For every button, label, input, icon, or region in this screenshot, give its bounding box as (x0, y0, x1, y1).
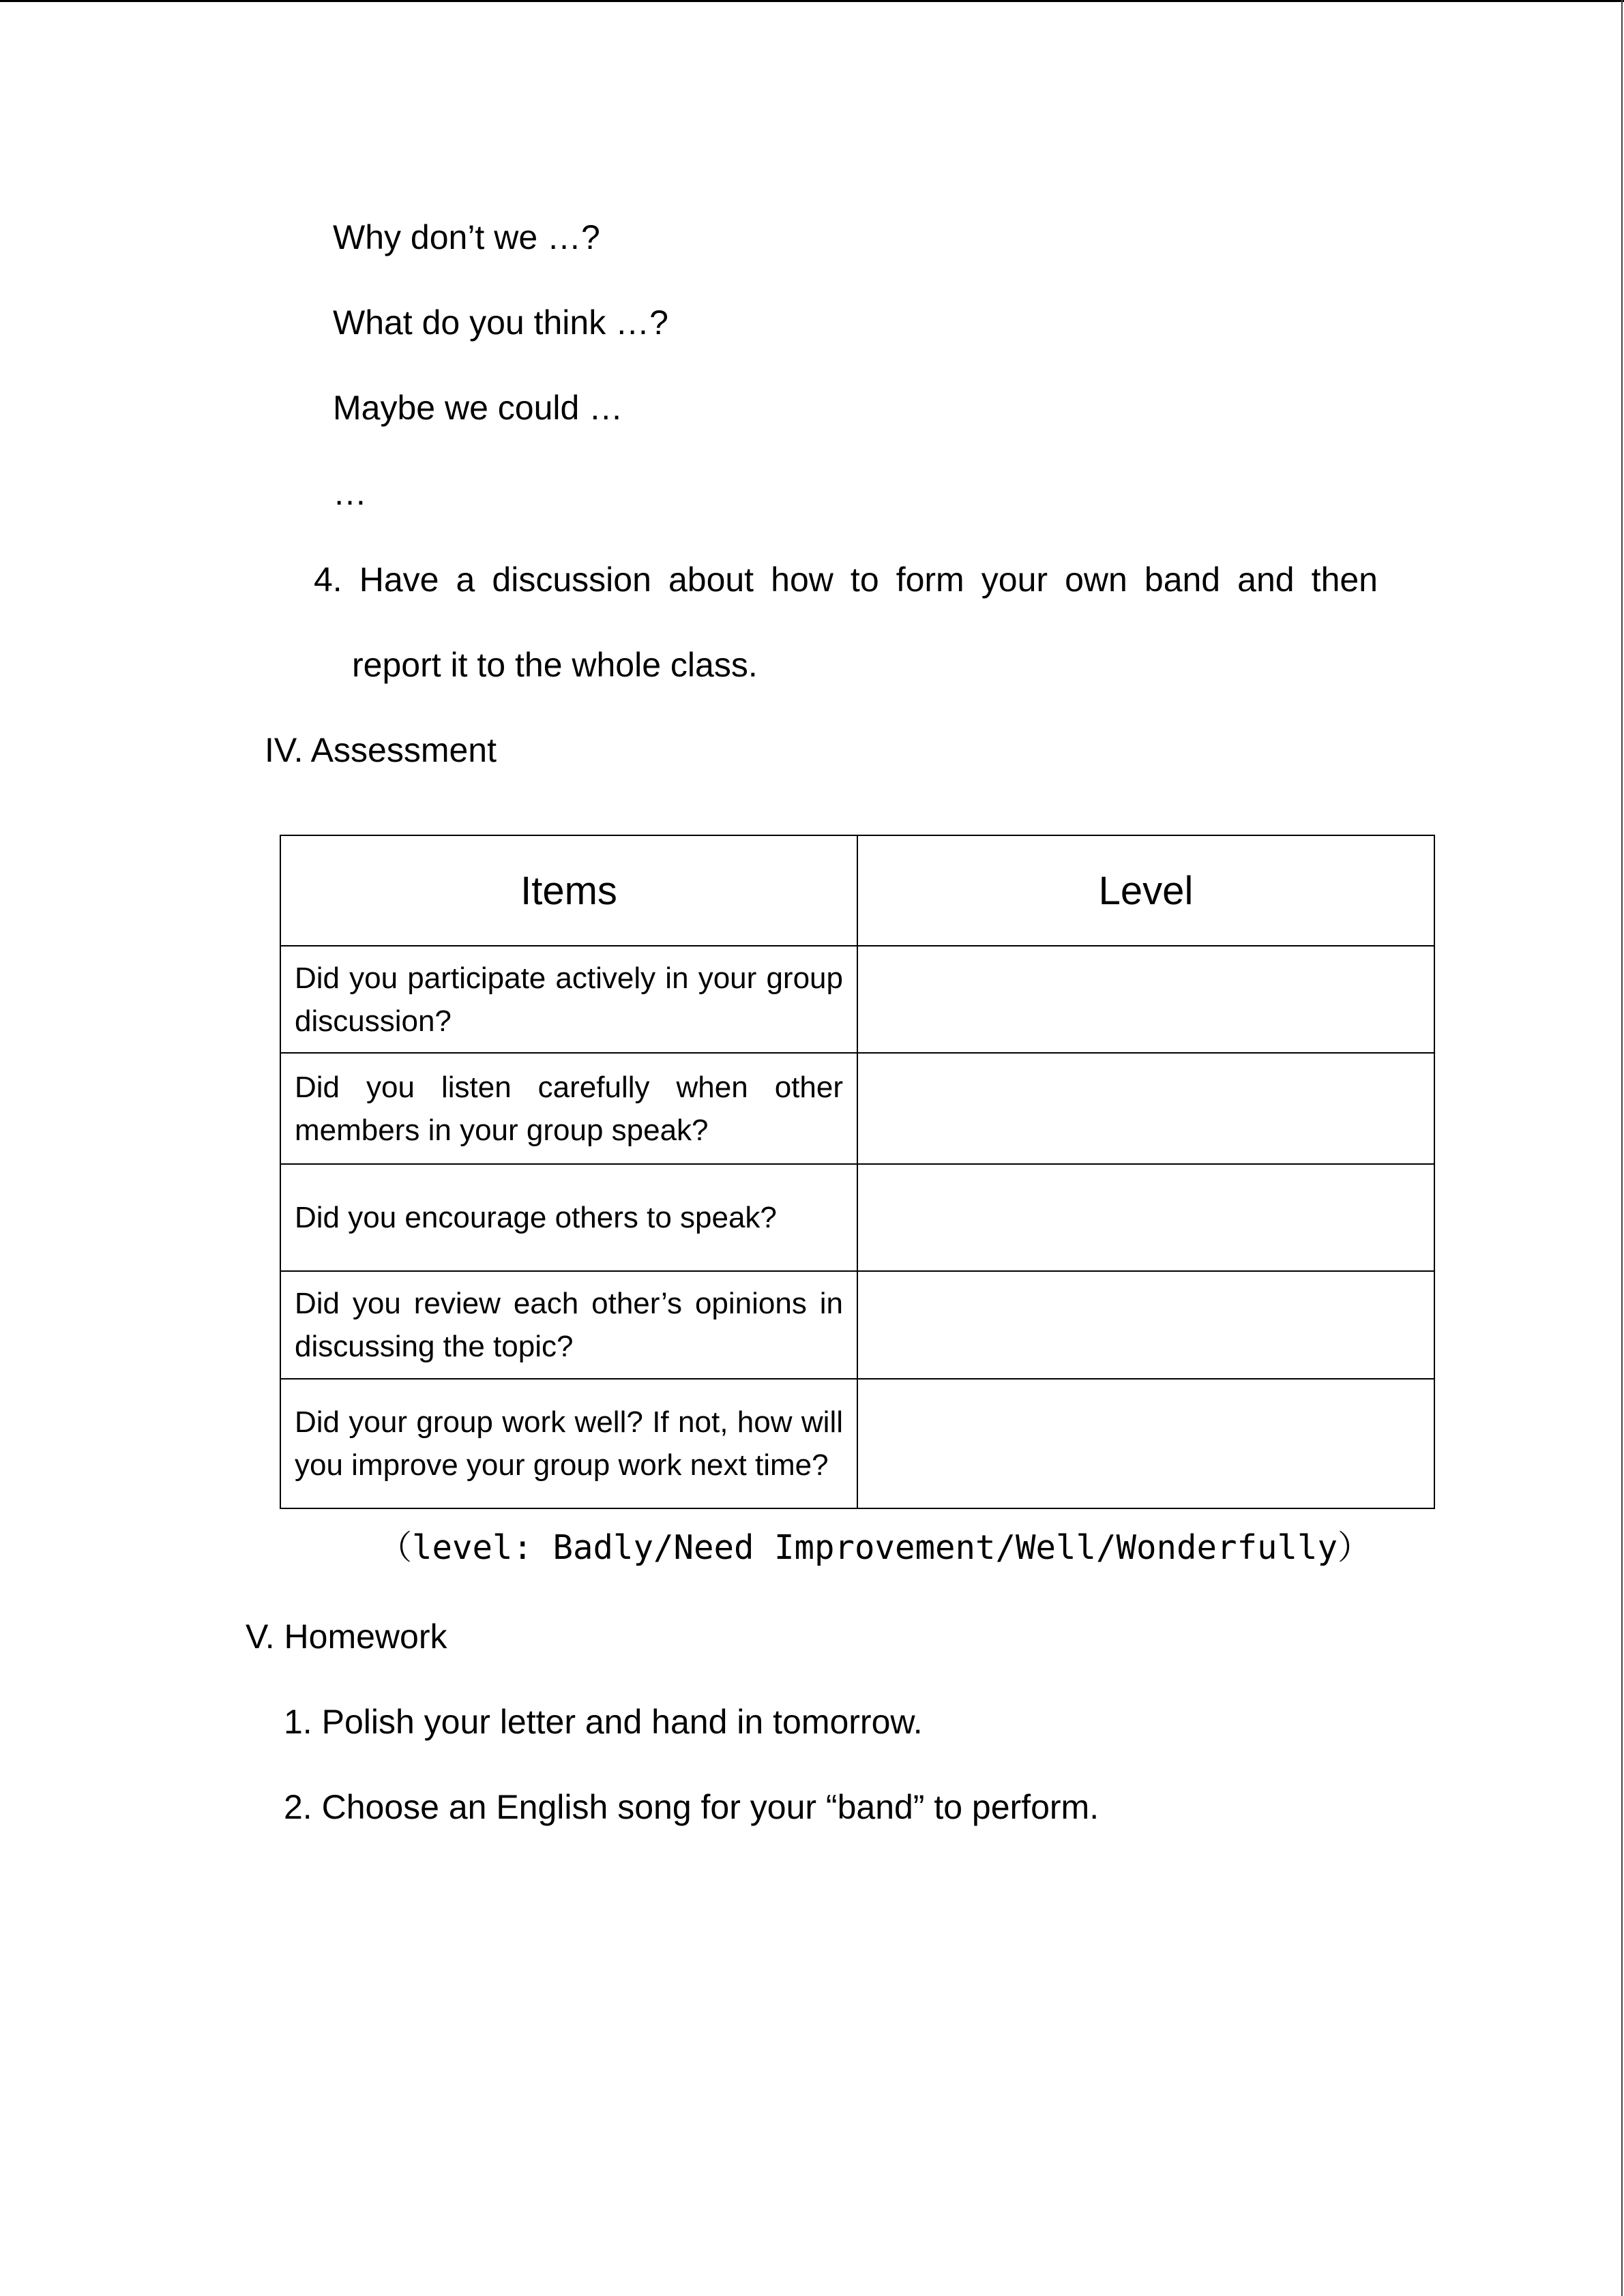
level-cell (857, 946, 1434, 1053)
item-cell: Did you review each other’s opinions in discussing the topic? (280, 1271, 857, 1379)
item-cell: Did you encourage others to speak? (280, 1164, 857, 1271)
table-row (280, 1271, 1434, 1379)
item-cell: Did you participate actively in your group discussion? (280, 946, 857, 1053)
task-4-line-1: 4. Have a discussion about how to form your own band and then (314, 561, 1378, 599)
homework-item: 1. Polish your letter and hand in tomorrow. (284, 1703, 923, 1741)
table-header-row (280, 835, 1434, 946)
phrase-what-do-you-think: What do you think …? (333, 303, 668, 342)
table-row (280, 1379, 1434, 1508)
column-header-level: Level (857, 835, 1434, 946)
table-row (280, 946, 1434, 1053)
level-cell (857, 1164, 1434, 1271)
level-scale-caption: （level: Badly/Need Improvement/Well/Wonderfully） (379, 1528, 1372, 1567)
homework-heading: V. Homework (246, 1617, 447, 1656)
column-header-items: Items (280, 835, 857, 946)
item-cell: Did your group work well? If not, how will you improve your group work next time? (280, 1379, 857, 1508)
assessment-table (280, 835, 1435, 1509)
phrase-why-dont-we: Why don’t we …? (333, 218, 600, 256)
task-4-line-2: report it to the whole class. (352, 646, 758, 684)
phrase-maybe-we-could: Maybe we could … (333, 389, 623, 427)
level-cell (857, 1271, 1434, 1379)
homework-item: 2. Choose an English song for your “band” to perform. (284, 1788, 1099, 1826)
assessment-heading: IV. Assessment (265, 731, 497, 769)
table-row (280, 1164, 1434, 1271)
page-right-border (1621, 0, 1623, 2296)
table-row (280, 1053, 1434, 1164)
level-cell (857, 1053, 1434, 1164)
level-cell (857, 1379, 1434, 1508)
item-cell: Did you listen carefully when other members in your group speak? (280, 1053, 857, 1164)
phrase-ellipsis: … (333, 474, 367, 512)
page-top-border (0, 0, 1624, 2)
